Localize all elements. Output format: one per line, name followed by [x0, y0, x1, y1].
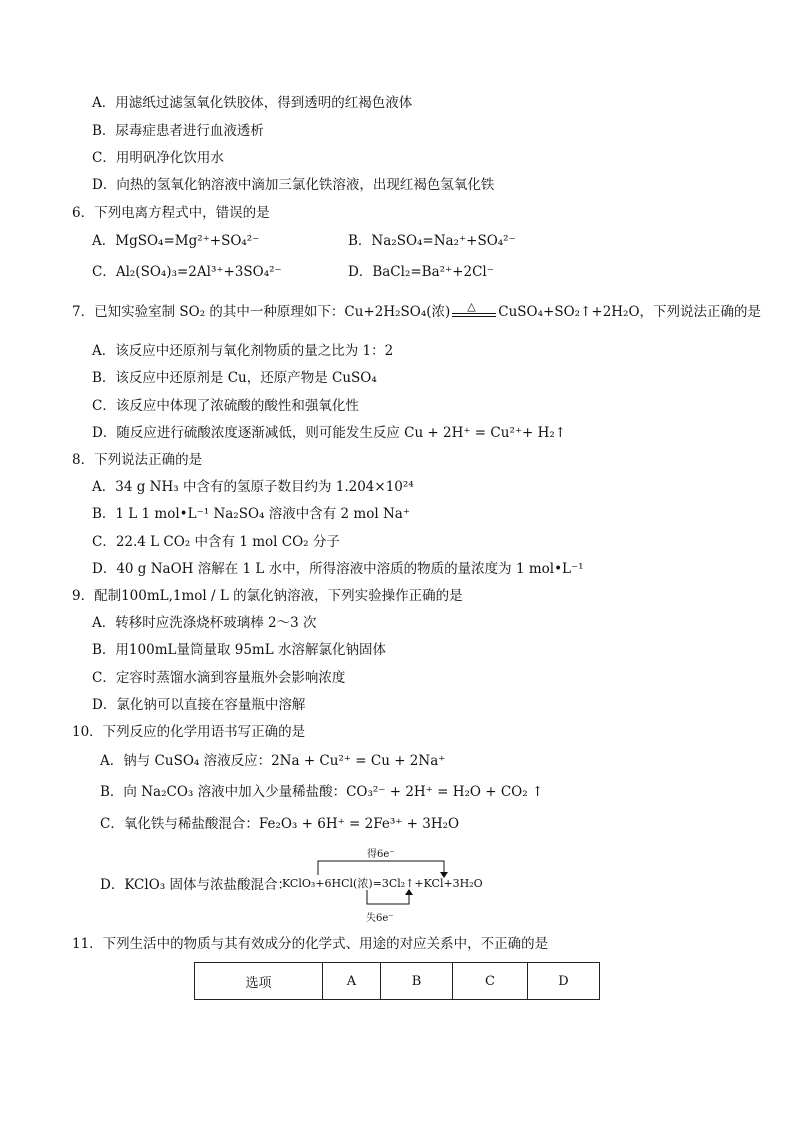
gain-bracket-line — [318, 861, 444, 875]
q7-stem-post: CuSO₄+SO₂↑+2H₂O，下列说法正确的是 — [498, 304, 762, 320]
q5-option-d: D．向热的氢氧化钠溶液中滴加三氯化铁溶液，出现红褐色氢氧化铁 — [92, 177, 495, 193]
table-header-cell: A — [323, 963, 381, 1000]
q8-option-d: D．40 g NaOH 溶解在 1 L 水中，所得溶液中溶质的物质的量浓度为 1 mol•L⁻¹ — [92, 561, 584, 577]
q10-option-c: C．氧化铁与稀盐酸混合：Fe₂O₃ + 6H⁺ = 2Fe³⁺ + 3H₂O — [100, 816, 460, 832]
q5-option-b: B．尿毒症患者进行血液透析 — [92, 123, 264, 139]
q10-stem: 10．下列反应的化学用语书写正确的是 — [72, 724, 306, 740]
kclo3-equation: KClO₃+6HCl(浓)=3Cl₂↑+KCl+3H₂O — [282, 877, 483, 890]
table-row — [195, 963, 600, 1000]
gain-electrons-label: 得6e⁻ — [367, 849, 395, 860]
q7-stem — [72, 299, 762, 322]
q8-stem: 8．下列说法正确的是 — [72, 452, 203, 468]
q6-option-b: B．Na₂SO₄=Na₂⁺+SO₄²⁻ — [348, 233, 516, 249]
table-header-cell: B — [381, 963, 453, 1000]
q7-stem-pre: 7．已知实验室制 SO₂ 的其中一种原理如下：Cu+2H₂SO₄(浓) — [72, 304, 451, 320]
q6-stem: 6．下列电离方程式中，错误的是 — [72, 205, 270, 221]
lose-bracket-line — [367, 890, 409, 904]
table-header-cell: 选项 — [195, 963, 323, 1000]
q11-table — [194, 962, 600, 1000]
q5-option-a: A．用滤纸过滤氢氧化铁胶体，得到透明的红褐色液体 — [92, 95, 413, 111]
q10-option-b: B．向 Na₂CO₃ 溶液中加入少量稀盐酸：CO₃²⁻ + 2H⁺ = H₂O + CO₂ ↑ — [100, 784, 544, 800]
heating-triangle-icon: △ — [467, 299, 476, 313]
q6-option-a: A．MgSO₄=Mg²⁺+SO₄²⁻ — [92, 233, 260, 249]
q9-option-b: B．用100mL量筒量取 95mL 水溶解氯化钠固体 — [92, 642, 386, 658]
q7-option-d: D．随反应进行硫酸浓度逐渐减低，则可能发生反应 Cu + 2H⁺ = Cu²⁺+ H₂↑ — [92, 425, 567, 441]
q6-option-d: D．BaCl₂=Ba²⁺+2Cl⁻ — [348, 264, 494, 280]
q10-option-a: A．钠与 CuSO₄ 溶液反应：2Na + Cu²⁺ = Cu + 2Na⁺ — [100, 753, 446, 769]
q11-stem: 11．下列生活中的物质与其有效成分的化学式、用途的对应关系中，不正确的是 — [72, 936, 549, 952]
heating-condition-arrow — [450, 299, 498, 322]
q5-option-c: C．用明矾净化饮用水 — [92, 150, 224, 166]
q9-option-a: A．转移时应洗涤烧杯玻璃棒 2～3 次 — [92, 615, 317, 631]
lose-electrons-label: 失6e⁻ — [366, 913, 394, 924]
q8-option-a: A．34 g NH₃ 中含有的氢原子数目约为 1.204×10²⁴ — [92, 479, 414, 495]
table-header-cell: D — [528, 963, 600, 1000]
q9-stem: 9．配制100mL,1mol / L 的氯化钠溶液，下列实验操作正确的是 — [72, 588, 463, 604]
q7-option-c: C．该反应中体现了浓硫酸的酸性和强氧化性 — [92, 398, 359, 414]
q9-option-c: C．定容时蒸馏水滴到容量瓶外会影响浓度 — [92, 670, 346, 686]
q6-option-c: C．Al₂(SO₄)₃=2Al³⁺+3SO₄²⁻ — [92, 264, 282, 280]
q7-option-a: A．该反应中还原剂与氧化剂物质的量之比为 1：2 — [92, 343, 394, 359]
q10-option-d-label: D．KClO₃ 固体与浓盐酸混合： — [100, 877, 291, 893]
q9-option-d: D．氯化钠可以直接在容量瓶中溶解 — [92, 697, 306, 713]
q8-option-c: C．22.4 L CO₂ 中含有 1 mol CO₂ 分子 — [92, 534, 340, 550]
q7-option-b: B．该反应中还原剂是 Cu，还原产物是 CuSO₄ — [92, 370, 377, 386]
electron-transfer-diagram — [272, 844, 502, 926]
q8-option-b: B．1 L 1 mol•L⁻¹ Na₂SO₄ 溶液中含有 2 mol Na⁺ — [92, 506, 410, 522]
table-header-cell: C — [453, 963, 528, 1000]
